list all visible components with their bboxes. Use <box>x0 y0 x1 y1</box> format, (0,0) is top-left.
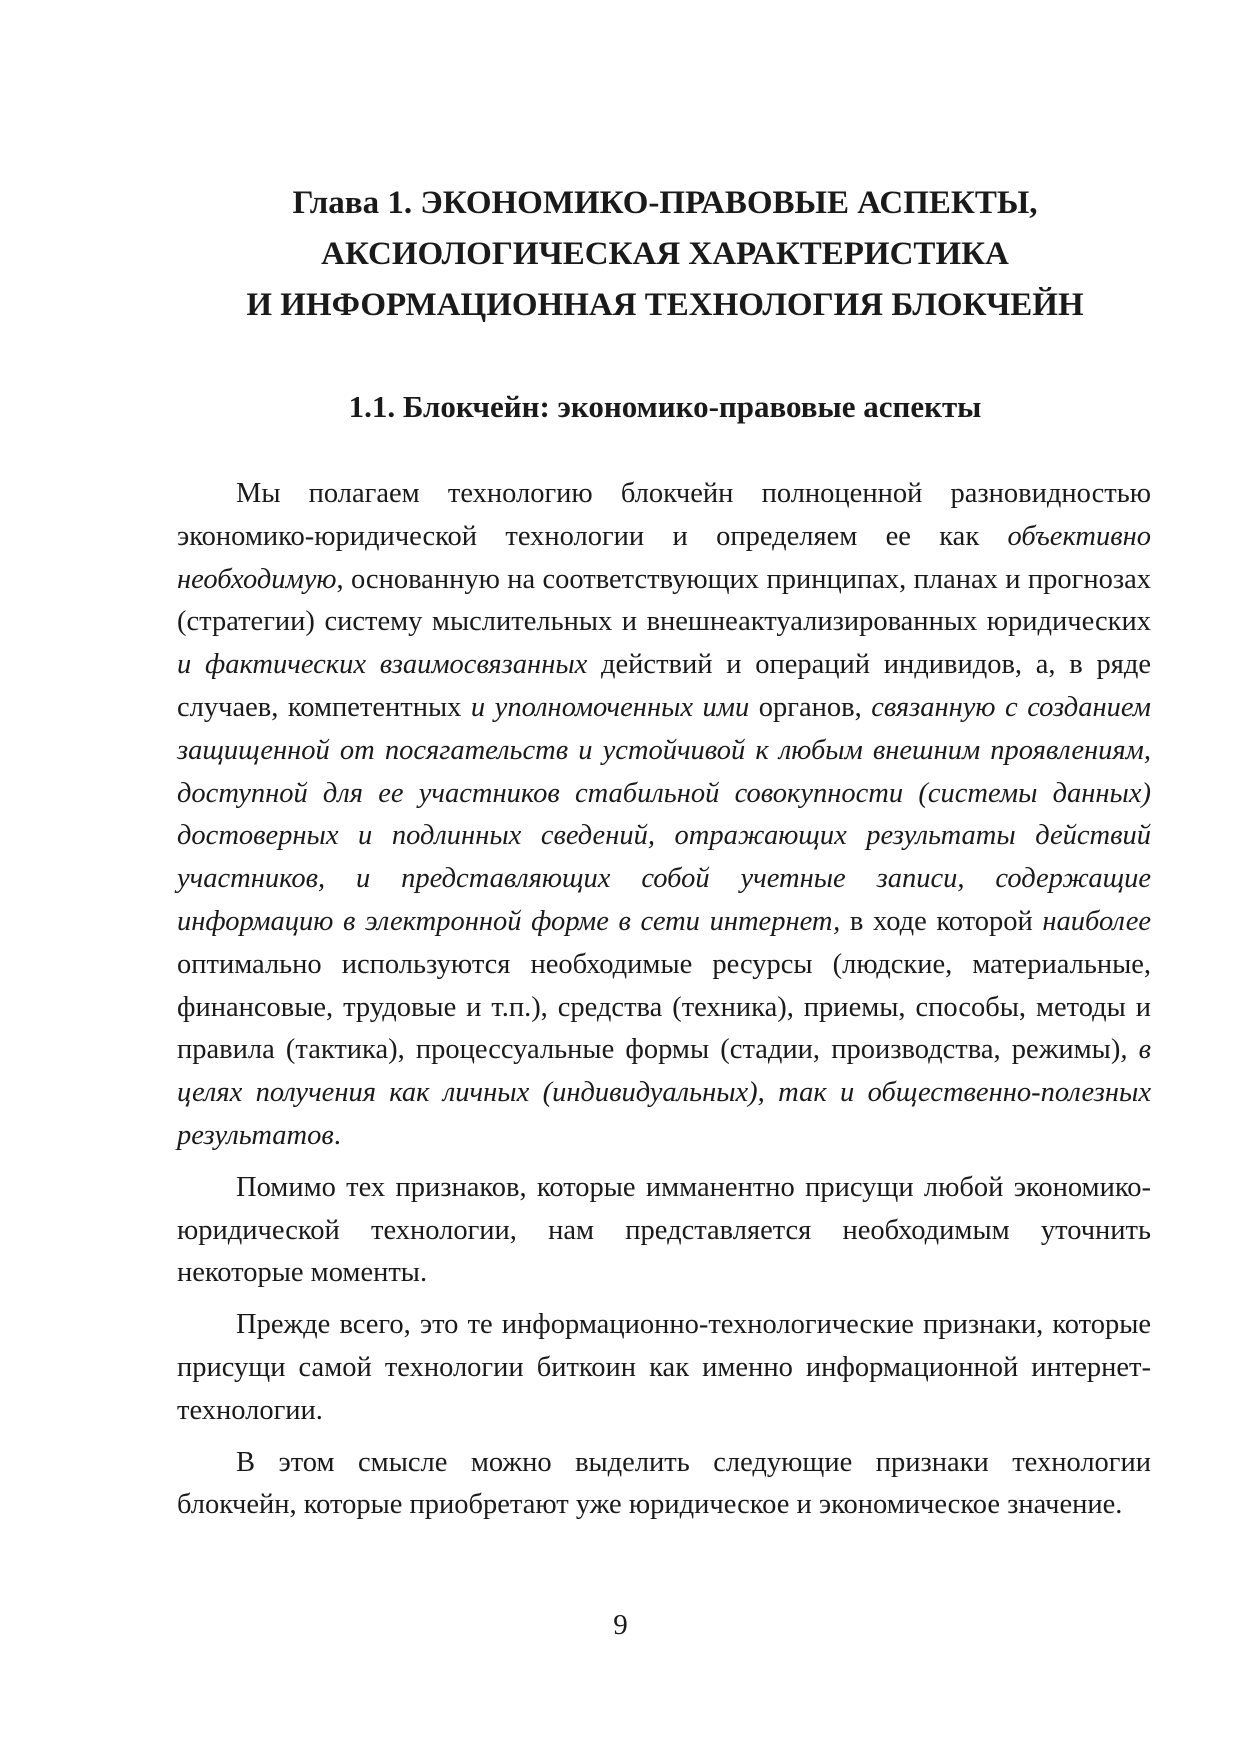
italic-text-run: объективно необходимую <box>177 520 1151 595</box>
section-title: 1.1. Блокчейн: экономико-правовые аспекты <box>348 389 982 424</box>
text-run: органов, <box>749 691 872 723</box>
text-run: в ходе которой <box>840 905 1043 937</box>
italic-text-run: наиболее <box>1042 905 1151 937</box>
text-run: действий и операций индивидов, а, в ряде случаев, компетентных <box>177 649 1151 723</box>
chapter-title-line-2: АКСИОЛОГИЧЕСКАЯ ХАРАКТЕРИСТИКА <box>321 236 1009 272</box>
text-run: . <box>333 1119 341 1151</box>
italic-text-run: связанную с созданием защищенной от посягательств и устойчивой к любым внешним проявлениям, доступной для ее участников стабильной совокупности (системы данных) достоверных и подлинных сведений, отражающих результаты действий участников, и представляющих собой учетные записи, содержащие информацию в электронной форме в сети интернет, <box>177 691 1151 937</box>
chapter-title <box>130 178 1200 331</box>
italic-text-run: и фактических взаимосвязанных <box>177 649 588 681</box>
italic-text-run: , в целях получения как личных (индивидуальных), так и общественно-полезных результатов <box>177 1034 1151 1151</box>
page-number: 9 <box>613 1609 628 1641</box>
text-run: Помимо тех признаков, которые имманентно присущи любой экономико-юридической технологии, нам представляется необходимым уточнить некоторые моменты. <box>177 1171 1151 1289</box>
text-run: оптимально используются необходимые ресурсы (людские, материальные, финансовые, трудовые и т.п.), средства (техника), приемы, способы, методы и правила (тактика), процессуальные формы (стадии, производства, режимы) <box>177 948 1151 1066</box>
italic-text-run: и уполномоченных ими <box>470 691 750 723</box>
body-text <box>177 473 1151 1536</box>
text-run: В этом смысле можно выделить следующие признаки технологии блокчейн, которые приобретают уже юридическое и экономическое значение. <box>177 1446 1151 1521</box>
text-run: , основанную на соответствующих принципах, планах и прогнозах (стратегии) систему мыслительных и внешнеактуализированных юридических <box>177 563 1151 638</box>
paragraph <box>177 1167 1151 1295</box>
chapter-title-line-3: И ИНФОРМАЦИОННАЯ ТЕХНОЛОГИЯ БЛОКЧЕЙН <box>246 287 1084 323</box>
chapter-title-line-1: Глава 1. ЭКОНОМИКО-ПРАВОВЫЕ АСПЕКТЫ, <box>292 185 1038 221</box>
paragraph <box>177 1442 1151 1528</box>
text-run: Мы полагаем технологию блокчейн полноценной разновидностью экономико-юридической технологии и определяем ее как <box>177 478 1151 552</box>
text-run: Прежде всего, это те информационно-технологические признаки, которые присущи самой технологии биткоин как именно информационной интернет-технологии. <box>177 1309 1151 1426</box>
paragraph <box>177 473 1151 1158</box>
paragraph <box>177 1304 1151 1432</box>
